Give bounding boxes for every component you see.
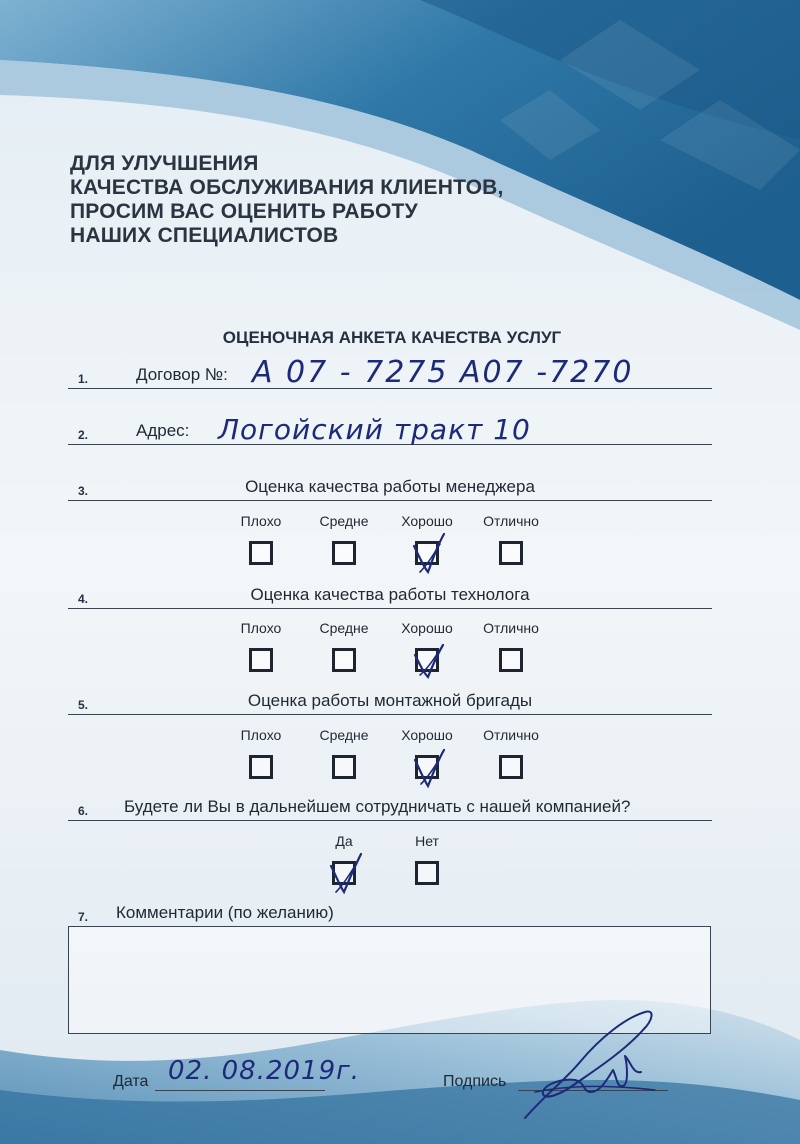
option-label: Нет: [415, 833, 439, 849]
item-number: 5.: [78, 698, 89, 712]
option-label: Хорошо: [401, 727, 453, 743]
option-label: Да: [335, 833, 353, 849]
section-title: Оценка качества работы менеджера: [245, 477, 535, 496]
option-label: Отлично: [483, 620, 539, 636]
manager-option-bad[interactable]: [221, 513, 301, 565]
question-title: Будете ли Вы в дальнейшем сотрудничать с нашей компанией?: [124, 797, 631, 816]
item-number: 2.: [78, 428, 89, 442]
option-label: Средне: [319, 727, 369, 743]
option-label: Отлично: [483, 727, 539, 743]
technologist-option-good[interactable]: [387, 620, 467, 672]
contract-label: Договор №:: [136, 365, 228, 384]
comments-row: [68, 896, 712, 926]
handwritten-check-mark-icon: [410, 746, 446, 790]
option-label: Хорошо: [401, 620, 453, 636]
checkbox-checked[interactable]: [415, 648, 439, 672]
manager-option-excellent[interactable]: [471, 513, 551, 565]
cooperation-option-no[interactable]: [387, 833, 467, 885]
checkbox[interactable]: [499, 541, 523, 565]
date-value-field[interactable]: 02. 08.2019г.: [168, 1056, 361, 1086]
form-title: ОЦЕНОЧНАЯ АНКЕТА КАЧЕСТВА УСЛУГ: [222, 328, 562, 347]
handwritten-signature[interactable]: [505, 1000, 675, 1130]
checkbox-checked[interactable]: [415, 541, 439, 565]
contract-value-field[interactable]: А 07 - 7275 А07 -7270: [252, 355, 634, 390]
question-cooperation-row: [68, 790, 712, 821]
option-label: Средне: [319, 513, 369, 529]
option-label: Средне: [319, 620, 369, 636]
intro-heading: [70, 152, 590, 248]
contract-row: [68, 355, 712, 390]
checkbox[interactable]: [332, 755, 356, 779]
handwritten-check-mark-icon: [410, 532, 446, 576]
option-label: Плохо: [240, 513, 282, 529]
manager-option-average[interactable]: [304, 513, 384, 565]
technologist-option-excellent[interactable]: [471, 620, 551, 672]
date-underline: [155, 1090, 325, 1091]
item-number: 3.: [78, 484, 89, 498]
item-number: 7.: [78, 910, 89, 924]
checkbox[interactable]: [249, 648, 273, 672]
item-number: 6.: [78, 804, 89, 818]
address-value-field[interactable]: Логойский тракт 10: [218, 413, 531, 446]
section-title: Оценка качества работы технолога: [250, 585, 530, 604]
heading-line: ПРОСИМ ВАС ОЦЕНИТЬ РАБОТУ: [70, 200, 418, 223]
cooperation-option-yes[interactable]: [304, 833, 384, 885]
item-number: 4.: [78, 592, 89, 606]
checkbox[interactable]: [332, 648, 356, 672]
heading-line: НАШИХ СПЕЦИАЛИСТОВ: [70, 224, 339, 247]
crew-option-average[interactable]: [304, 727, 384, 779]
crew-option-excellent[interactable]: [471, 727, 551, 779]
checkbox-checked[interactable]: [415, 755, 439, 779]
checkbox[interactable]: [332, 541, 356, 565]
item-number: 1.: [78, 372, 89, 386]
heading-line: КАЧЕСТВА ОБСЛУЖИВАНИЯ КЛИЕНТОВ,: [70, 176, 504, 199]
option-label: Хорошо: [401, 513, 453, 529]
section-crew-row: [68, 684, 712, 715]
manager-option-good[interactable]: [387, 513, 467, 565]
section-manager-row: [68, 470, 712, 501]
address-row: [68, 414, 712, 445]
checkbox[interactable]: [249, 755, 273, 779]
option-label: Отлично: [483, 513, 539, 529]
checkbox[interactable]: [499, 755, 523, 779]
address-label: Адрес:: [136, 421, 190, 440]
checkbox[interactable]: [415, 861, 439, 885]
signature-label: Подпись: [443, 1073, 507, 1090]
technologist-option-average[interactable]: [304, 620, 384, 672]
heading-line: ДЛЯ УЛУЧШЕНИЯ: [70, 152, 259, 175]
checkbox-checked[interactable]: [332, 861, 356, 885]
section-title: Оценка работы монтажной бригады: [247, 691, 533, 710]
comments-label: Комментарии (по желанию): [116, 903, 334, 922]
checkbox[interactable]: [499, 648, 523, 672]
checkbox[interactable]: [249, 541, 273, 565]
technologist-option-bad[interactable]: [221, 620, 301, 672]
crew-option-bad[interactable]: [221, 727, 301, 779]
date-label: Дата: [113, 1073, 149, 1090]
option-label: Плохо: [240, 727, 282, 743]
section-technologist-row: [68, 578, 712, 609]
handwritten-check-mark-icon: [410, 639, 446, 683]
crew-option-good[interactable]: [387, 727, 467, 779]
option-label: Плохо: [240, 620, 282, 636]
handwritten-check-mark-icon: [327, 852, 363, 896]
